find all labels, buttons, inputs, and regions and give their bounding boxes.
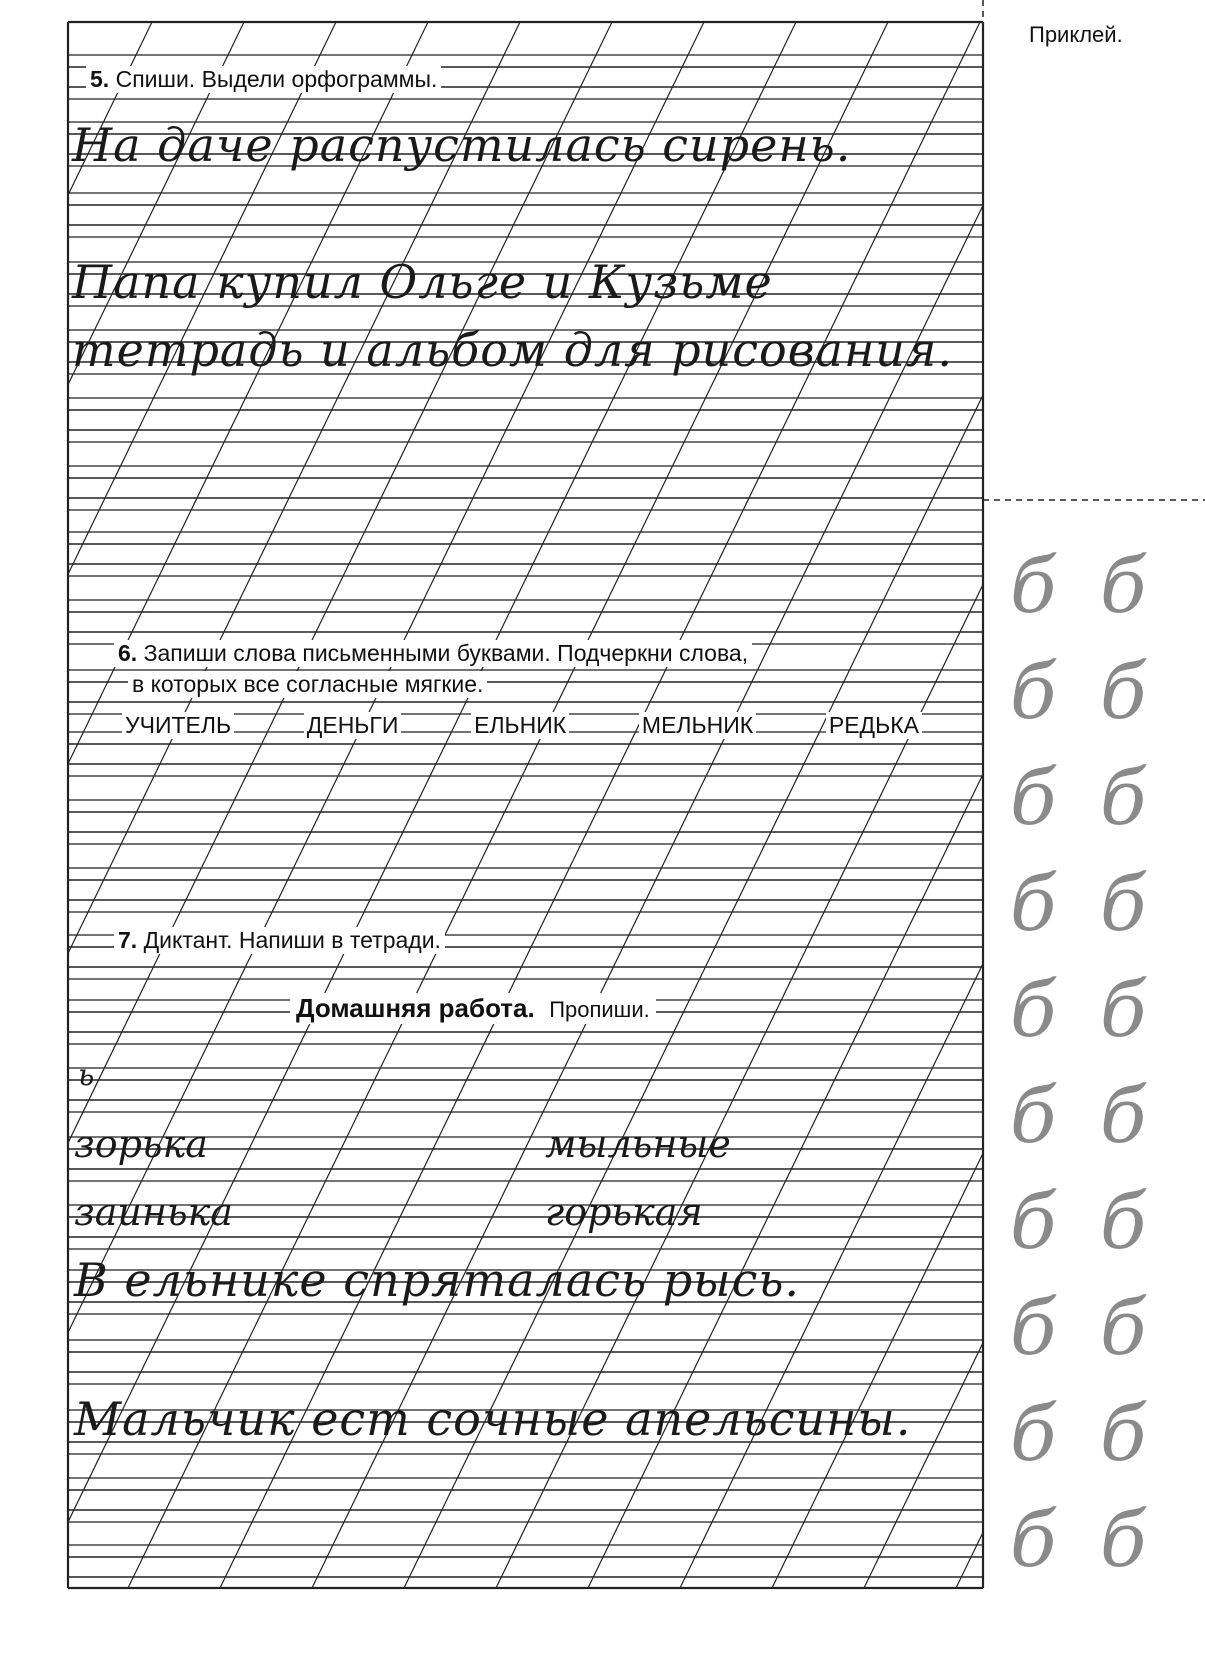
cutout-letter: б <box>1100 541 1147 630</box>
cutout-letter: б <box>1010 859 1057 948</box>
homework-word: мыльные <box>545 1122 731 1166</box>
homework-word: заинька <box>74 1190 233 1234</box>
homework-word: горькая <box>545 1190 703 1234</box>
cutout-letter: б <box>1100 1071 1147 1160</box>
task-5-instruction: Спиши. Выдели орфограммы. <box>115 66 438 92</box>
task-5-number: 5. <box>90 66 110 92</box>
word-item: ЕЛЬНИК <box>471 712 569 739</box>
word-item: РЕДЬКА <box>826 712 922 739</box>
cutout-letter: б <box>1010 965 1057 1054</box>
task-5-heading <box>86 66 441 93</box>
cutout-letter: б <box>1100 1177 1147 1266</box>
word-item: ДЕНЬГИ <box>304 712 402 739</box>
task-7-instruction: Диктант. Напиши в тетради. <box>143 927 441 953</box>
homework-title: Домашняя работа. <box>296 993 535 1023</box>
cutout-letter: б <box>1100 965 1147 1054</box>
cutout-letter: б <box>1010 1071 1057 1160</box>
homework-sentence: В ельнике спряталась рысь. <box>74 1253 801 1307</box>
cutout-letter: б <box>1100 647 1147 736</box>
task-6-word-list <box>122 712 922 739</box>
cutout-letter: б <box>1010 1389 1057 1478</box>
paste-here-label: Приклей. <box>1025 22 1127 48</box>
cutout-letter: б <box>1100 1283 1147 1372</box>
task-5-sample-line: Папа купил Ольге и Кузьме <box>72 255 773 309</box>
task-6-heading <box>114 640 752 667</box>
homework-sentence: Мальчик ест сочные апельсины. <box>74 1392 912 1446</box>
homework-word: зорька <box>74 1122 208 1166</box>
cutout-letter: б <box>1010 1495 1057 1584</box>
task-5-sample-line: На даче распустилась сирень. <box>72 118 852 172</box>
task-5-sample-line: тетрадь и альбом для рисования. <box>72 323 953 377</box>
task-6-number: 6. <box>118 640 138 666</box>
cutout-letter: б <box>1010 1283 1057 1372</box>
cutout-letter: б <box>1100 753 1147 842</box>
cutout-letter: б <box>1100 859 1147 948</box>
cutout-letter: б <box>1010 753 1057 842</box>
homework-letter: ь <box>78 1058 95 1093</box>
task-7-heading <box>114 927 445 954</box>
cutout-letter: б <box>1100 1495 1147 1584</box>
cutout-letter: б <box>1010 647 1057 736</box>
homework-heading <box>290 993 656 1024</box>
cutout-letter: б <box>1100 1389 1147 1478</box>
cutout-letter: б <box>1010 1177 1057 1266</box>
task-6-instruction: Запиши слова письменными буквами. Подчеркни слова, <box>143 640 749 666</box>
task-6-instruction-cont: в которых все согласные мягкие. <box>128 671 487 698</box>
word-item: УЧИТЕЛЬ <box>122 712 234 739</box>
homework-instruction: Пропиши. <box>549 997 650 1022</box>
task-7-number: 7. <box>118 927 138 953</box>
cutout-letter: б <box>1010 541 1057 630</box>
word-item: МЕЛЬНИК <box>639 712 756 739</box>
